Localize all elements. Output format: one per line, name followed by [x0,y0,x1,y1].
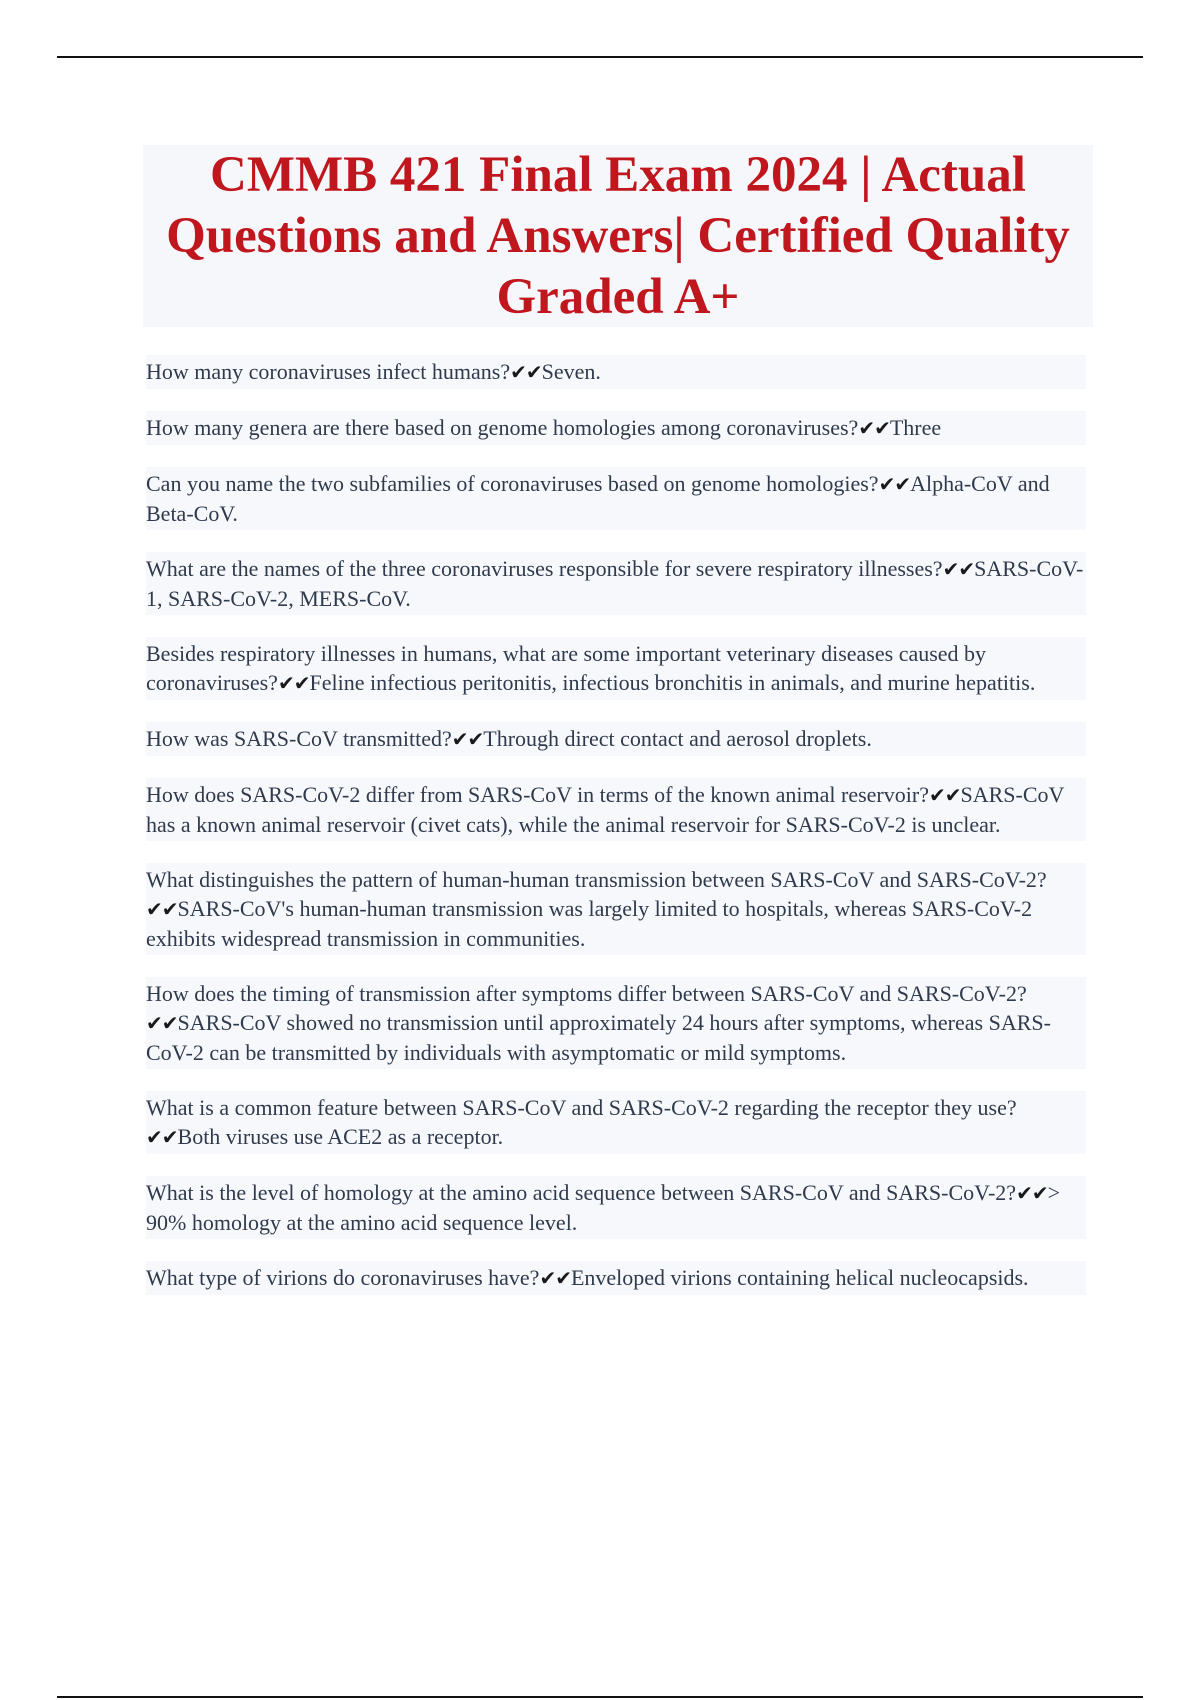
check-mark-icon: ✔✔ [539,1266,571,1290]
qa-item [146,1176,1086,1239]
question-text: What type of virions do coronaviruses have? [146,1265,540,1290]
question-text: How does SARS-CoV-2 differ from SARS-CoV in terms of the known animal reservoir? [146,782,929,807]
check-mark-icon: ✔✔ [858,416,890,440]
qa-item [146,778,1086,841]
document-title: CMMB 421 Final Exam 2024 | Actual Questions and Answers| Certified Quality Graded A+ [166,146,1070,325]
answer-text: Seven. [541,359,601,384]
qa-item [146,863,1086,955]
answer-text: Through direct contact and aerosol droplets. [483,726,872,751]
question-text: What distinguishes the pattern of human-human transmission between SARS-CoV and SARS-CoV-2? [146,867,1047,892]
question-text: How does the timing of transmission after symptoms differ between SARS-CoV and SARS-CoV-2? [146,981,1027,1006]
check-mark-icon: ✔✔ [1016,1181,1048,1205]
question-text: What is the level of homology at the amino acid sequence between SARS-CoV and SARS-CoV-2? [146,1180,1017,1205]
answer-text: Three [889,415,942,440]
question-text: How many coronaviruses infect humans? [146,359,511,384]
check-mark-icon: ✔✔ [277,671,310,695]
answer-text: SARS-CoV-1, SARS-CoV-2, MERS-CoV. [146,556,1084,611]
answer-text: Enveloped virions containing helical nucleocapsids. [570,1265,1029,1290]
qa-item [146,552,1086,615]
qa-item [146,1091,1086,1154]
qa-item [146,637,1086,700]
question-text: Besides respiratory illnesses in humans, what are some important veterinary diseases caused by coronaviruses? [146,641,987,695]
check-mark-icon: ✔✔ [146,1011,178,1035]
title-banner [143,145,1093,327]
qa-item [146,722,1086,756]
check-mark-icon: ✔✔ [878,472,911,496]
answer-text: Feline infectious peritonitis, infectious bronchitis in animals, and murine hepatitis. [309,670,1036,695]
check-mark-icon: ✔✔ [510,360,542,384]
qa-item [146,411,1086,445]
bottom-rule [57,1696,1143,1698]
question-text: How many genera are there based on genome homologies among coronaviruses? [146,415,859,440]
answer-text: Alpha-CoV and Beta-CoV. [146,471,1050,526]
answer-text: SARS-CoV showed no transmission until approximately 24 hours after symptoms, whereas SARS-CoV-2 can be transmitted by individuals with asymptomatic or mild symptoms. [146,1010,1051,1065]
check-mark-icon: ✔✔ [942,557,975,581]
check-mark-icon: ✔✔ [451,727,484,751]
answer-text: SARS-CoV has a known animal reservoir (civet cats), while the animal reservoir for SARS-CoV-2 is unclear. [146,782,1065,837]
question-text: What is a common feature between SARS-CoV and SARS-CoV-2 regarding the receptor they use? [146,1095,1017,1120]
qa-item [146,467,1086,530]
answer-text: Both viruses use ACE2 as a receptor. [177,1124,504,1149]
question-text: Can you name the two subfamilies of coronaviruses based on genome homologies? [146,471,879,496]
check-mark-icon: ✔✔ [928,783,961,807]
answer-text: > 90% homology at the amino acid sequence level. [146,1180,1061,1235]
qa-item [146,1261,1086,1295]
qa-item [146,977,1086,1069]
check-mark-icon: ✔✔ [146,1125,178,1149]
top-rule [57,56,1143,58]
qa-item [146,355,1086,389]
question-text: What are the names of the three coronaviruses responsible for severe respiratory illnesses? [146,556,943,581]
check-mark-icon: ✔✔ [146,897,178,921]
answer-text: SARS-CoV's human-human transmission was largely limited to hospitals, whereas SARS-CoV-2 exhibits widespread transmission in communities. [146,896,1033,951]
question-text: How was SARS-CoV transmitted? [146,726,452,751]
qa-list [146,355,1086,1317]
